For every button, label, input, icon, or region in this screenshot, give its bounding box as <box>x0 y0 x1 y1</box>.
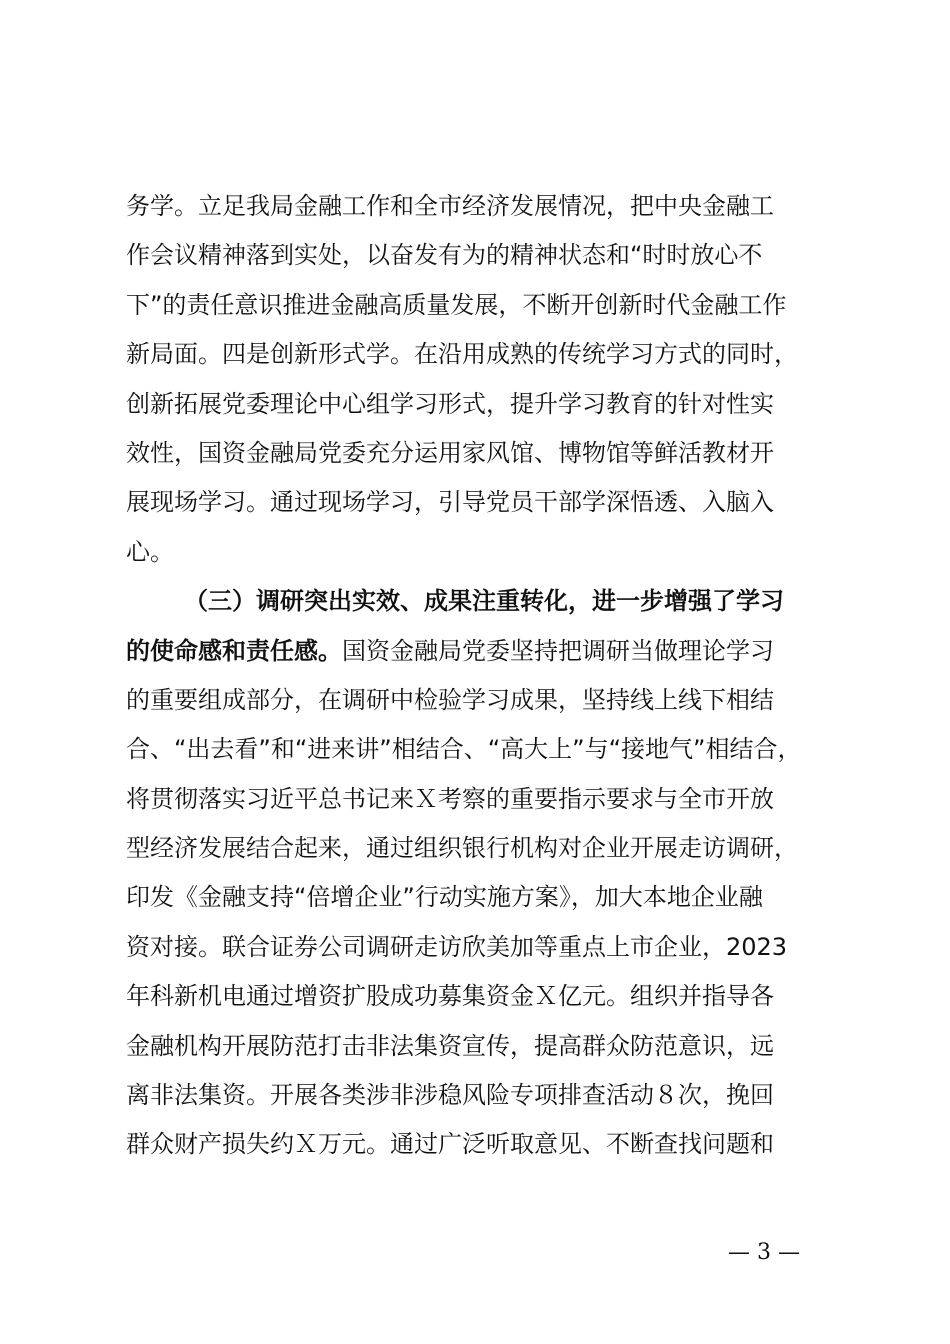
text-line: 心。 <box>126 537 174 566</box>
text-line: 资对接。联合证券公司调研走访欣美加等重点上市企业，2023 <box>126 932 788 961</box>
text-line: 务学。立足我局金融工作和全市经济发展情况，把中央金融工 <box>126 192 774 220</box>
body-text <box>126 182 846 1170</box>
text-line: 离非法集资。开展各类涉非涉稳风险专项排查活动８次，挽回 <box>126 1081 774 1110</box>
text-line: 合、“出去看”和“进来讲”相结合、“高大上”与“接地气”相结合， <box>126 735 802 764</box>
text-line: 作会议精神落到实处，以奋发有为的精神状态和“时时放心不 <box>126 241 763 270</box>
text-line: 展现场学习。通过现场学习，引导党员干部学深悟透、入脑入 <box>126 488 774 517</box>
text-line: 的使命感和责任感。国资金融局党委坚持把调研当做理论学习 <box>126 636 774 665</box>
text-line: 将贯彻落实习近平总书记来Ｘ考察的重要指示要求与全市开放 <box>126 784 774 813</box>
section-heading-line: （三）调研突出实效、成果注重转化，进一步增强了学习 <box>184 587 784 616</box>
text-line: 群众财产损失约Ｘ万元。通过广泛听取意见、不断查找问题和 <box>126 1130 774 1159</box>
page-number: — 3 — <box>728 1240 800 1265</box>
text-line: 型经济发展结合起来，通过组织银行机构对企业开展走访调研， <box>126 834 798 863</box>
text-line: 效性，国资金融局党委充分运用家风馆、博物馆等鲜活教材开 <box>126 438 774 467</box>
text-line: 新局面。四是创新形式学。在沿用成熟的传统学习方式的同时， <box>126 340 798 369</box>
text-line: 印发《金融支持“倍增企业”行动实施方案》，加大本地企业融 <box>126 883 763 912</box>
section-heading-tail: 的使命感和责任感。 <box>126 636 342 665</box>
text-line: 创新拓展党委理论中心组学习形式，提升学习教育的针对性实 <box>126 389 774 418</box>
text-line: 下”的责任意识推进金融高质量发展，不断开创新时代金融工作 <box>126 290 787 319</box>
text-line: 金融机构开展防范打击非法集资宣传，提高群众防范意识，远 <box>126 1031 774 1060</box>
text-line: 年科新机电通过增资扩股成功募集资金Ｘ亿元。组织并指导各 <box>126 982 774 1011</box>
text-line: 的重要组成部分，在调研中检验学习成果，坚持线上线下相结 <box>126 685 774 714</box>
